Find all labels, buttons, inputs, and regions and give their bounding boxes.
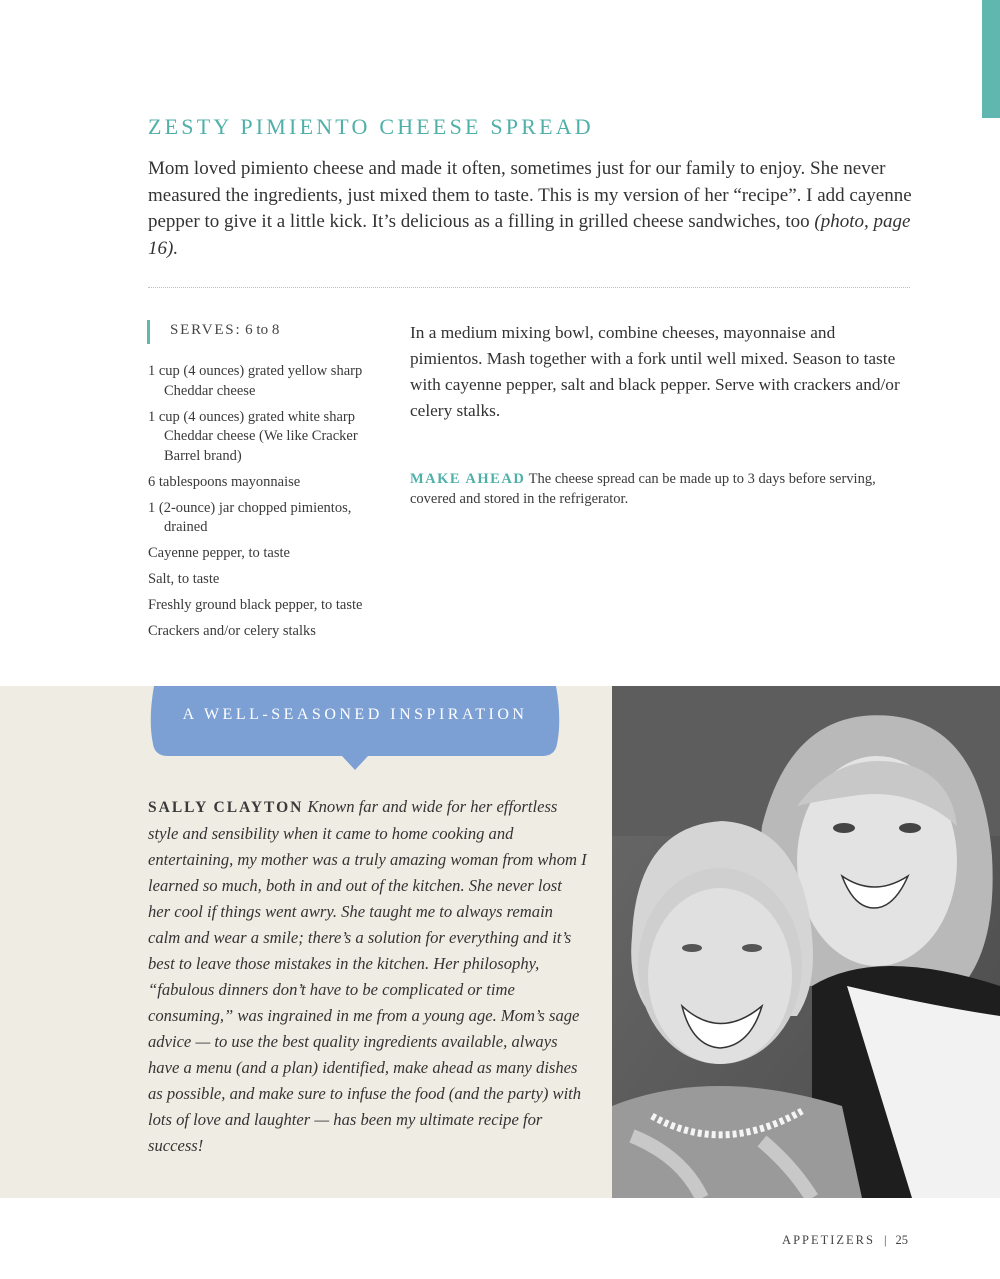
inspiration-story [148,794,588,1159]
mother-daughter-photo [612,686,1000,1198]
ingredient-item: 1 (2-ounce) jar chopped pimientos, drained [148,499,352,535]
make-ahead-label: MAKE AHEAD [410,471,526,487]
recipe-method: In a medium mixing bowl, combine cheeses, mayonnaise and pimientos. Mash together with a fork until well mixed. Season to taste with cayenne pepper, salt and black pepper. Serve with crackers and/or celery stalks. [410,323,900,420]
ingredient-item: Freshly ground black pepper, to taste [148,597,363,613]
ingredient-item: 6 tablespoons mayonnaise [148,473,301,490]
banner-title: A WELL-SEASONED INSPIRATION [182,706,528,723]
section-edge-tab [982,0,1000,118]
photo-illustration [612,686,1000,1198]
make-ahead-note [410,470,910,509]
ingredient-item: 1 cup (4 ounces) grated yellow sharp Cheddar cheese [148,363,363,399]
serves-line [170,322,279,339]
author-name: SALLY CLAYTON [148,799,304,816]
make-ahead-text: The cheese spread can be made up to 3 days before serving, covered and stored in the refrigerator. [410,471,876,507]
ingredient-item: Cayenne pepper, to taste [148,545,290,561]
page-number: 25 [895,1233,908,1247]
ingredient-item: 1 cup (4 ounces) grated white sharp Cheddar cheese (We like Cracker Barrel brand) [148,408,358,464]
serves-value: 6 to 8 [245,322,280,338]
serves-label: SERVES: [170,322,242,338]
dotted-divider [148,287,910,288]
ingredient-item: Salt, to taste [148,571,220,587]
footer-section-name: APPETIZERS [782,1233,875,1247]
ingredient-list [148,362,388,648]
photo-reference: (photo, page 16). [148,211,911,259]
recipe-intro [148,156,918,262]
ingredient-item: Crackers and/or celery stalks [148,623,316,639]
inspiration-banner [148,686,562,774]
footer-separator: | [883,1233,887,1247]
page-footer [782,1233,908,1248]
recipe-title: ZESTY PIMIENTO CHEESE SPREAD [148,114,594,139]
serves-accent-bar [147,320,150,344]
recipe-intro-text: Mom loved pimiento cheese and made it often, sometimes just for our family to enjoy. She never measured the ingredients, just mixed them to taste. This is my version of her “recipe”. I add cayenne pepper to give it a little kick. It’s delicious as a filling in grilled cheese sandwiches, too [148,158,912,232]
story-text: Known far and wide for her effortless style and sensibility when it came to home cooking and entertaining, my mother was a truly amazing woman from whom I learned so much, both in and out of the kitchen. She never lost her cool if things went awry. She taught me to always remain calm and wear a smile; there’s a solution for everything and it’s best to leave those mistakes in the kitchen. Her philosophy, “fabulous dinners don’t have to be complicated or time consuming,” was ingrained in me from a young age. Mom’s sage advice — to use the best quality ingredients available, always have a menu (and a plan) identified, make ahead as many dishes as possible, and make sure to infuse the food (and the party) with lots of love and laughter — has been my ultimate recipe for success! [148,797,587,1155]
banner-shape [148,686,562,774]
